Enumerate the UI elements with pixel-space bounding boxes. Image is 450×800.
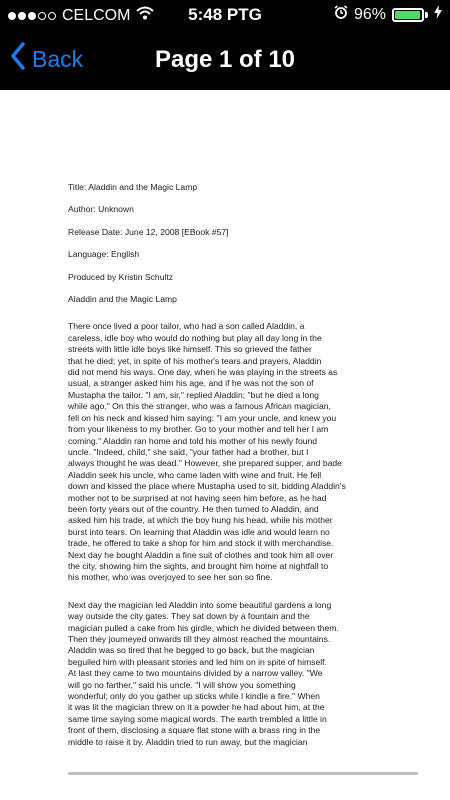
paragraph: Next day the magician led Aladdin into some beautiful gardens a long way outside the city gates. They sat down by a fountain and the magician pulled a cake from his girdle, which he divided between them. Then they journeyed onwards till they almost reached the mountains. Aladdin was so tired that he begged to go back, but the magician beguiled him with pleasant stories and led him on in spite of himself. At last they came to two mountains divided by a narrow valley. "We will go no farther," said his uncle. "I will show you something wonderful; only do you gather up sticks while I kindle a fire." When it was lit the magician threw on it a powder he had about him, at the same time saying some magical words. The earth trembled a little in front of them, disclosing a square flat stone with a brass ring in the middle to raise it by. Aladdin tried to run away, but the magician <box>68 599 339 747</box>
horizontal-scrollbar[interactable] <box>68 772 418 775</box>
document-page[interactable] <box>0 90 450 800</box>
meta-language: Language: English <box>68 249 140 260</box>
meta-release-date: Release Date: June 12, 2008 [EBook #57] <box>68 226 229 237</box>
status-bar-right <box>334 5 442 24</box>
meta-author: Author: Unknown <box>68 204 134 215</box>
battery-icon <box>392 8 424 22</box>
meta-producer: Produced by Kristin Schultz <box>68 271 174 282</box>
battery-percent: 96% <box>353 5 386 23</box>
paragraph: There once lived a poor tailor, who had a son called Aladdin, a careless, idle boy who would do nothing but play all day long in the streets with little idle boys like himself. This so grieved the father that he died; yet, in spite of his mother's tears and prayers, Aladdin did not mend his ways. One day, when he was playing in the streets as usual, a stranger asked him his age, and if he was not the son of Mustapha the tailor. "I am, sir," replied Aladdin; "but he died a long while ago." On this the stranger, who was a famous African magician, fell on his neck and kissed him saying: "I am your uncle, and knew you from your likeness to my brother. Go to your mother and tell her I am coming." Aladdin ran home and told his mother of his newly found uncle. "Indeed, child," she said, "your father had a brother, but I always thought he was dead." However, she prepared supper, and bade Aladdin seek his uncle, who came laden with wine and fruit. He fell down and kissed the place where Mustapha used to sit, bidding Aladdin's mother not to be surprised at not having seen him before, as he had been forty years out of the country. He then turned to Aladdin, and asked him his trade, at which the boy hung his head, while his mother burst into tears. On learning that Aladdin was idle and would learn no trade, he offered to take a shop for him and stock it with merchandise. Next day he bought Aladdin a fine suit of clothes and took him all over the city, showing him the sights, and brought him home at nightfall to his mother, who was overjoyed to see her son so fine. <box>68 321 346 583</box>
battery-level-fill <box>395 11 420 19</box>
back-button-label: Back <box>32 45 84 72</box>
status-time: 5:48 PTG <box>188 5 262 24</box>
status-bar <box>0 0 450 30</box>
document-content <box>68 182 413 748</box>
book-heading: Aladdin and the Magic Lamp <box>68 294 177 305</box>
alarm-clock-icon <box>334 5 348 24</box>
carrier-name: CELCOM <box>62 6 131 24</box>
meta-title: Title: Aladdin and the Magic Lamp <box>68 182 198 192</box>
navigation-bar <box>0 30 450 90</box>
charging-bolt-icon <box>434 5 442 24</box>
page-title: Page 1 of 10 <box>154 46 296 73</box>
